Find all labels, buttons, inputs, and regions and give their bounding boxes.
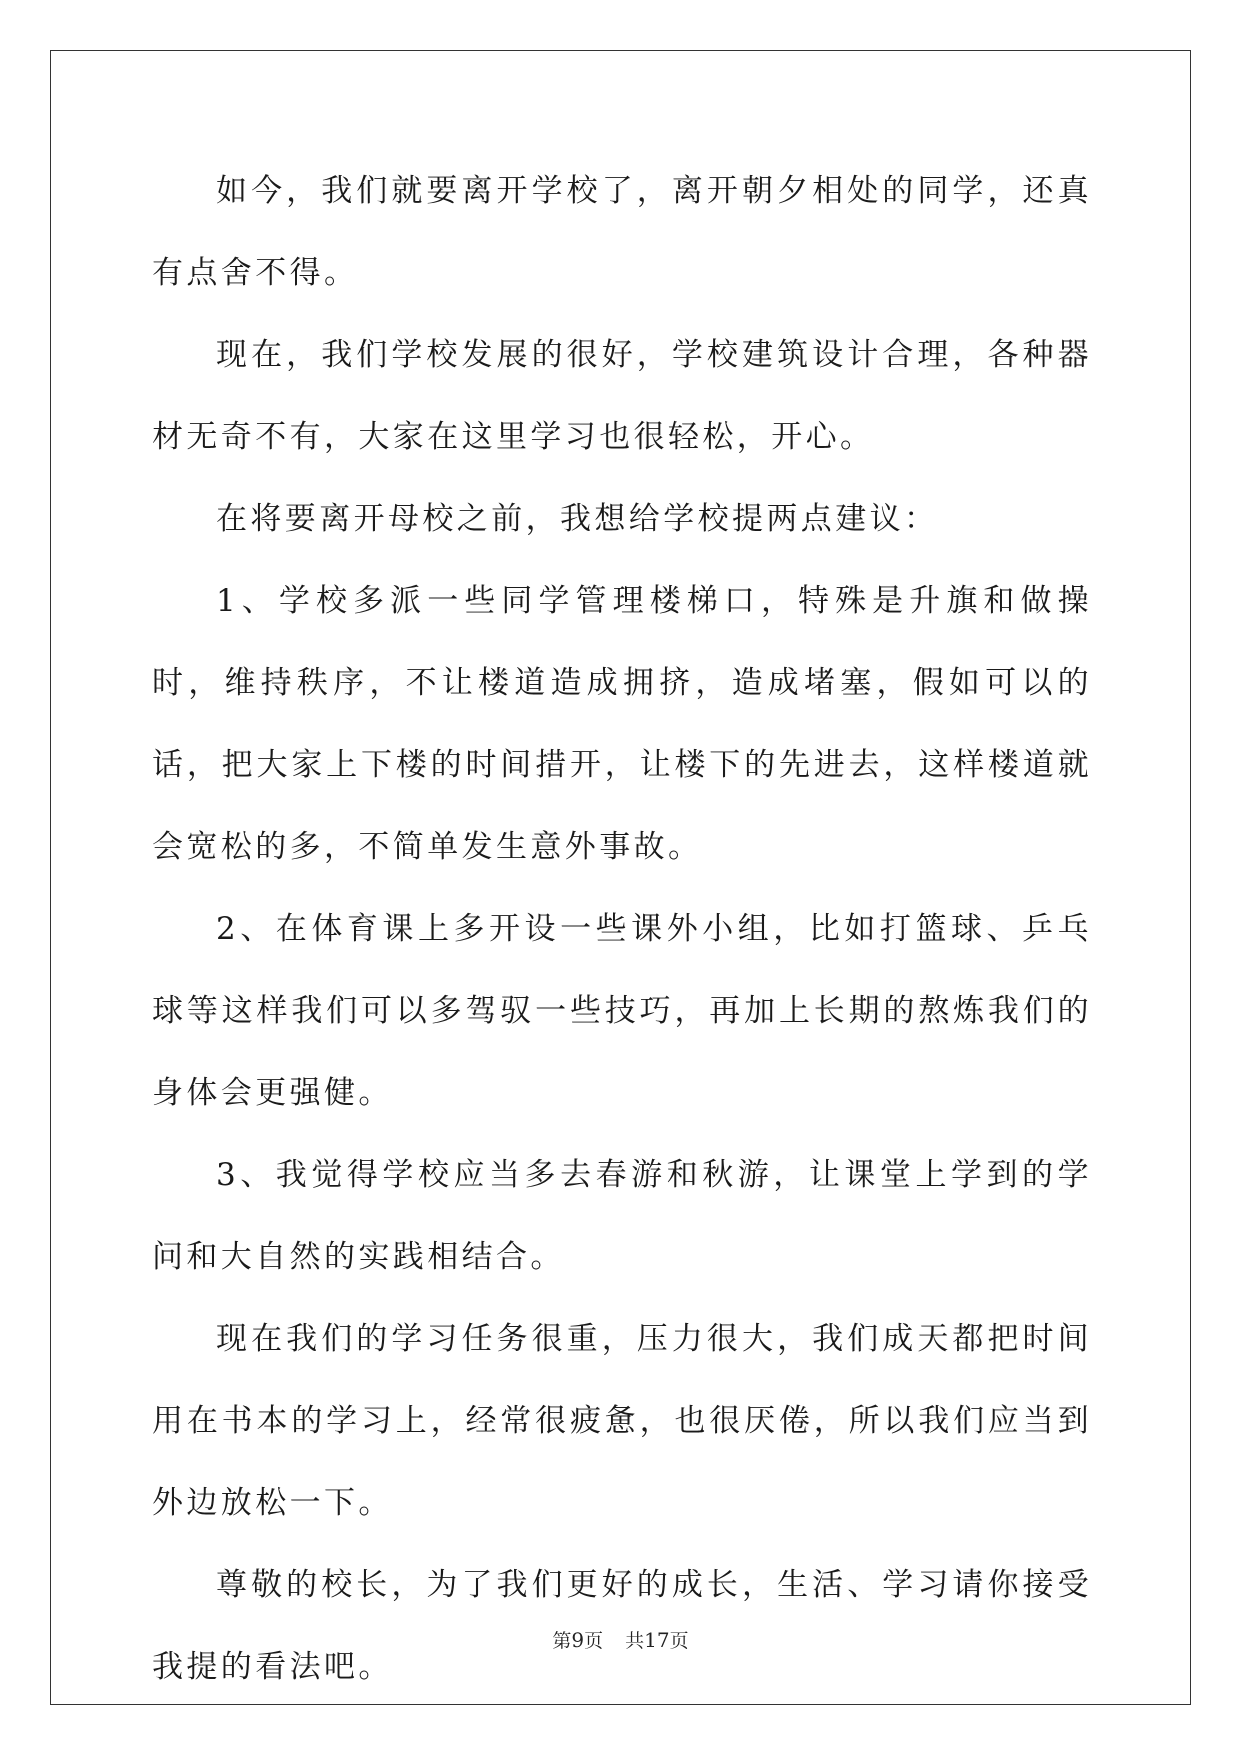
paragraph: 2、在体育课上多开设一些课外小组，比如打篮球、乒乓球等这样我们可以多驾驭一些技巧，再加上长期的熬炼我们的身体会更强健。 [152, 911, 1092, 1111]
paragraph: 在将要离开母校之前，我想给学校提两点建议： [216, 501, 939, 537]
total-pages-prefix: 共 [625, 1630, 645, 1652]
current-page-prefix: 第 [552, 1630, 572, 1652]
total-pages-suffix: 页 [669, 1630, 689, 1652]
paragraph: 尊敬的校长，为了我们更好的成长，生活、学习请你接受我提的看法吧。 [152, 1567, 1092, 1685]
total-pages-number: 17 [644, 1628, 670, 1652]
paragraph: 现在我们的学习任务很重，压力很大，我们成天都把时间用在书本的学习上，经常很疲惫，也很厌倦，所以我们应当到外边放松一下。 [152, 1321, 1092, 1521]
document-body [152, 150, 1092, 1708]
current-page-number: 9 [571, 1628, 585, 1652]
paragraph: 如今，我们就要离开学校了，离开朝夕相处的同学，还真有点舍不得。 [152, 173, 1092, 291]
paragraph: 1、学校多派一些同学管理楼梯口，特殊是升旗和做操时，维持秩序，不让楼道造成拥挤，造成堵塞，假如可以的话，把大家上下楼的时间措开，让楼下的先进去，这样楼道就会宽松的多，不简单发生意外事故。 [152, 583, 1092, 865]
paragraph: 3、我觉得学校应当多去春游和秋游，让课堂上学到的学问和大自然的实践相结合。 [152, 1157, 1092, 1275]
page-number-footer [0, 1626, 1241, 1653]
paragraph: 现在，我们学校发展的很好，学校建筑设计合理，各种器材无奇不有，大家在这里学习也很轻松，开心。 [152, 337, 1092, 455]
current-page-suffix: 页 [584, 1630, 604, 1652]
